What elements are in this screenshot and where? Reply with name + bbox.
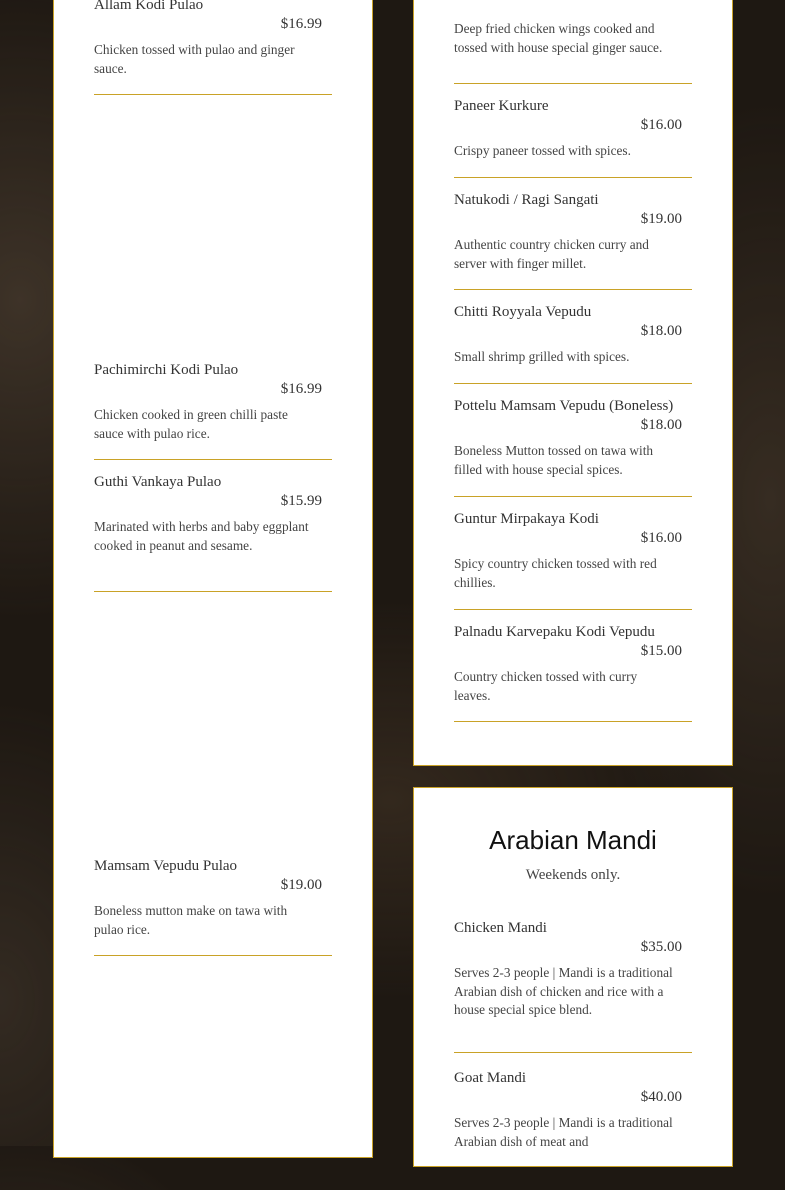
menu-item-name: Guntur Mirpakaya Kodi — [454, 511, 599, 527]
menu-item-price: $16.00 — [640, 530, 682, 546]
menu-item — [94, 0, 332, 95]
menu-item — [454, 624, 692, 722]
menu-item-description: Chicken tossed with pulao and ginger sauce. — [94, 42, 295, 76]
menu-item-description: Serves 2-3 people | Mandi is a traditional Arabian dish of chicken and rice with a house special spice blend. — [454, 965, 673, 1018]
menu-item — [454, 304, 692, 384]
menu-item-price: $19.00 — [280, 877, 322, 893]
menu-item-description: Serves 2-3 people | Mandi is a traditional Arabian dish of meat and — [454, 1115, 673, 1149]
menu-item-description: Spicy country chicken tossed with red chillies. — [454, 556, 657, 590]
menu-item-price: $40.00 — [640, 1089, 682, 1105]
section-title: Arabian Mandi — [489, 825, 657, 855]
menu-item — [454, 0, 692, 84]
menu-item-name: Palnadu Karvepaku Kodi Vepudu — [454, 624, 655, 640]
menu-item — [454, 391, 692, 497]
menu-item-description: Authentic country chicken curry and server with finger millet. — [454, 237, 649, 271]
menu-item-description: Crispy paneer tossed with spices. — [454, 143, 631, 158]
menu-item — [94, 858, 332, 956]
menu-item-name: Pachimirchi Kodi Pulao — [94, 362, 239, 378]
menu-item — [94, 362, 332, 460]
menu-item-description: Boneless mutton make on tawa with pulao rice. — [94, 903, 288, 937]
menu-item-name: Mamsam Vepudu Pulao — [94, 858, 238, 874]
menu-item — [454, 920, 692, 1053]
menu-item-name: Chicken Mandi — [454, 920, 547, 936]
menu-item-description: Deep fried chicken wings cooked and tossed with house special ginger sauce. — [454, 21, 663, 55]
section-note: Weekends only. — [525, 867, 621, 883]
menu-item-name: Paneer Kurkure — [454, 98, 549, 114]
menu-item-description: Boneless Mutton tossed on tawa with filled with house special spices. — [454, 443, 654, 477]
menu-panel-right-top — [413, 0, 733, 766]
menu-item-description: Country chicken tossed with curry leaves. — [454, 669, 638, 703]
menu-item-name: Pottelu Mamsam Vepudu (Boneless) — [454, 398, 674, 414]
menu-item — [454, 511, 692, 610]
menu-item-name: Guthi Vankaya Pulao — [94, 474, 222, 490]
menu-item-description: Marinated with herbs and baby eggplant cooked in peanut and sesame. — [94, 519, 309, 553]
menu-item — [454, 98, 692, 178]
menu-panel-left — [53, 0, 373, 1158]
menu-panel-arabian-mandi — [413, 787, 733, 1167]
menu-item-name: Goat Mandi — [454, 1070, 527, 1086]
menu-item-name: Allam Kodi Pulao — [94, 0, 204, 13]
menu-item-price: $16.99 — [280, 381, 322, 397]
menu-item — [454, 1070, 692, 1190]
menu-item-description: Chicken cooked in green chilli paste sauce with pulao rice. — [94, 407, 288, 441]
menu-item-price: $15.00 — [640, 643, 682, 659]
menu-item-price: $18.00 — [640, 323, 682, 339]
menu-item-name: Chitti Royyala Vepudu — [454, 304, 592, 320]
menu-item-price: $19.00 — [640, 211, 682, 227]
menu-item — [94, 474, 332, 592]
menu-item-price: $16.99 — [280, 16, 322, 32]
menu-item-price: $18.00 — [640, 417, 682, 433]
menu-item-description: Small shrimp grilled with spices. — [454, 349, 630, 364]
menu-item — [454, 192, 692, 290]
menu-item-price: $35.00 — [640, 939, 682, 955]
menu-item-name: Natukodi / Ragi Sangati — [454, 192, 599, 208]
menu-item-price: $16.00 — [640, 117, 682, 133]
menu-item-price: $15.99 — [280, 493, 322, 509]
